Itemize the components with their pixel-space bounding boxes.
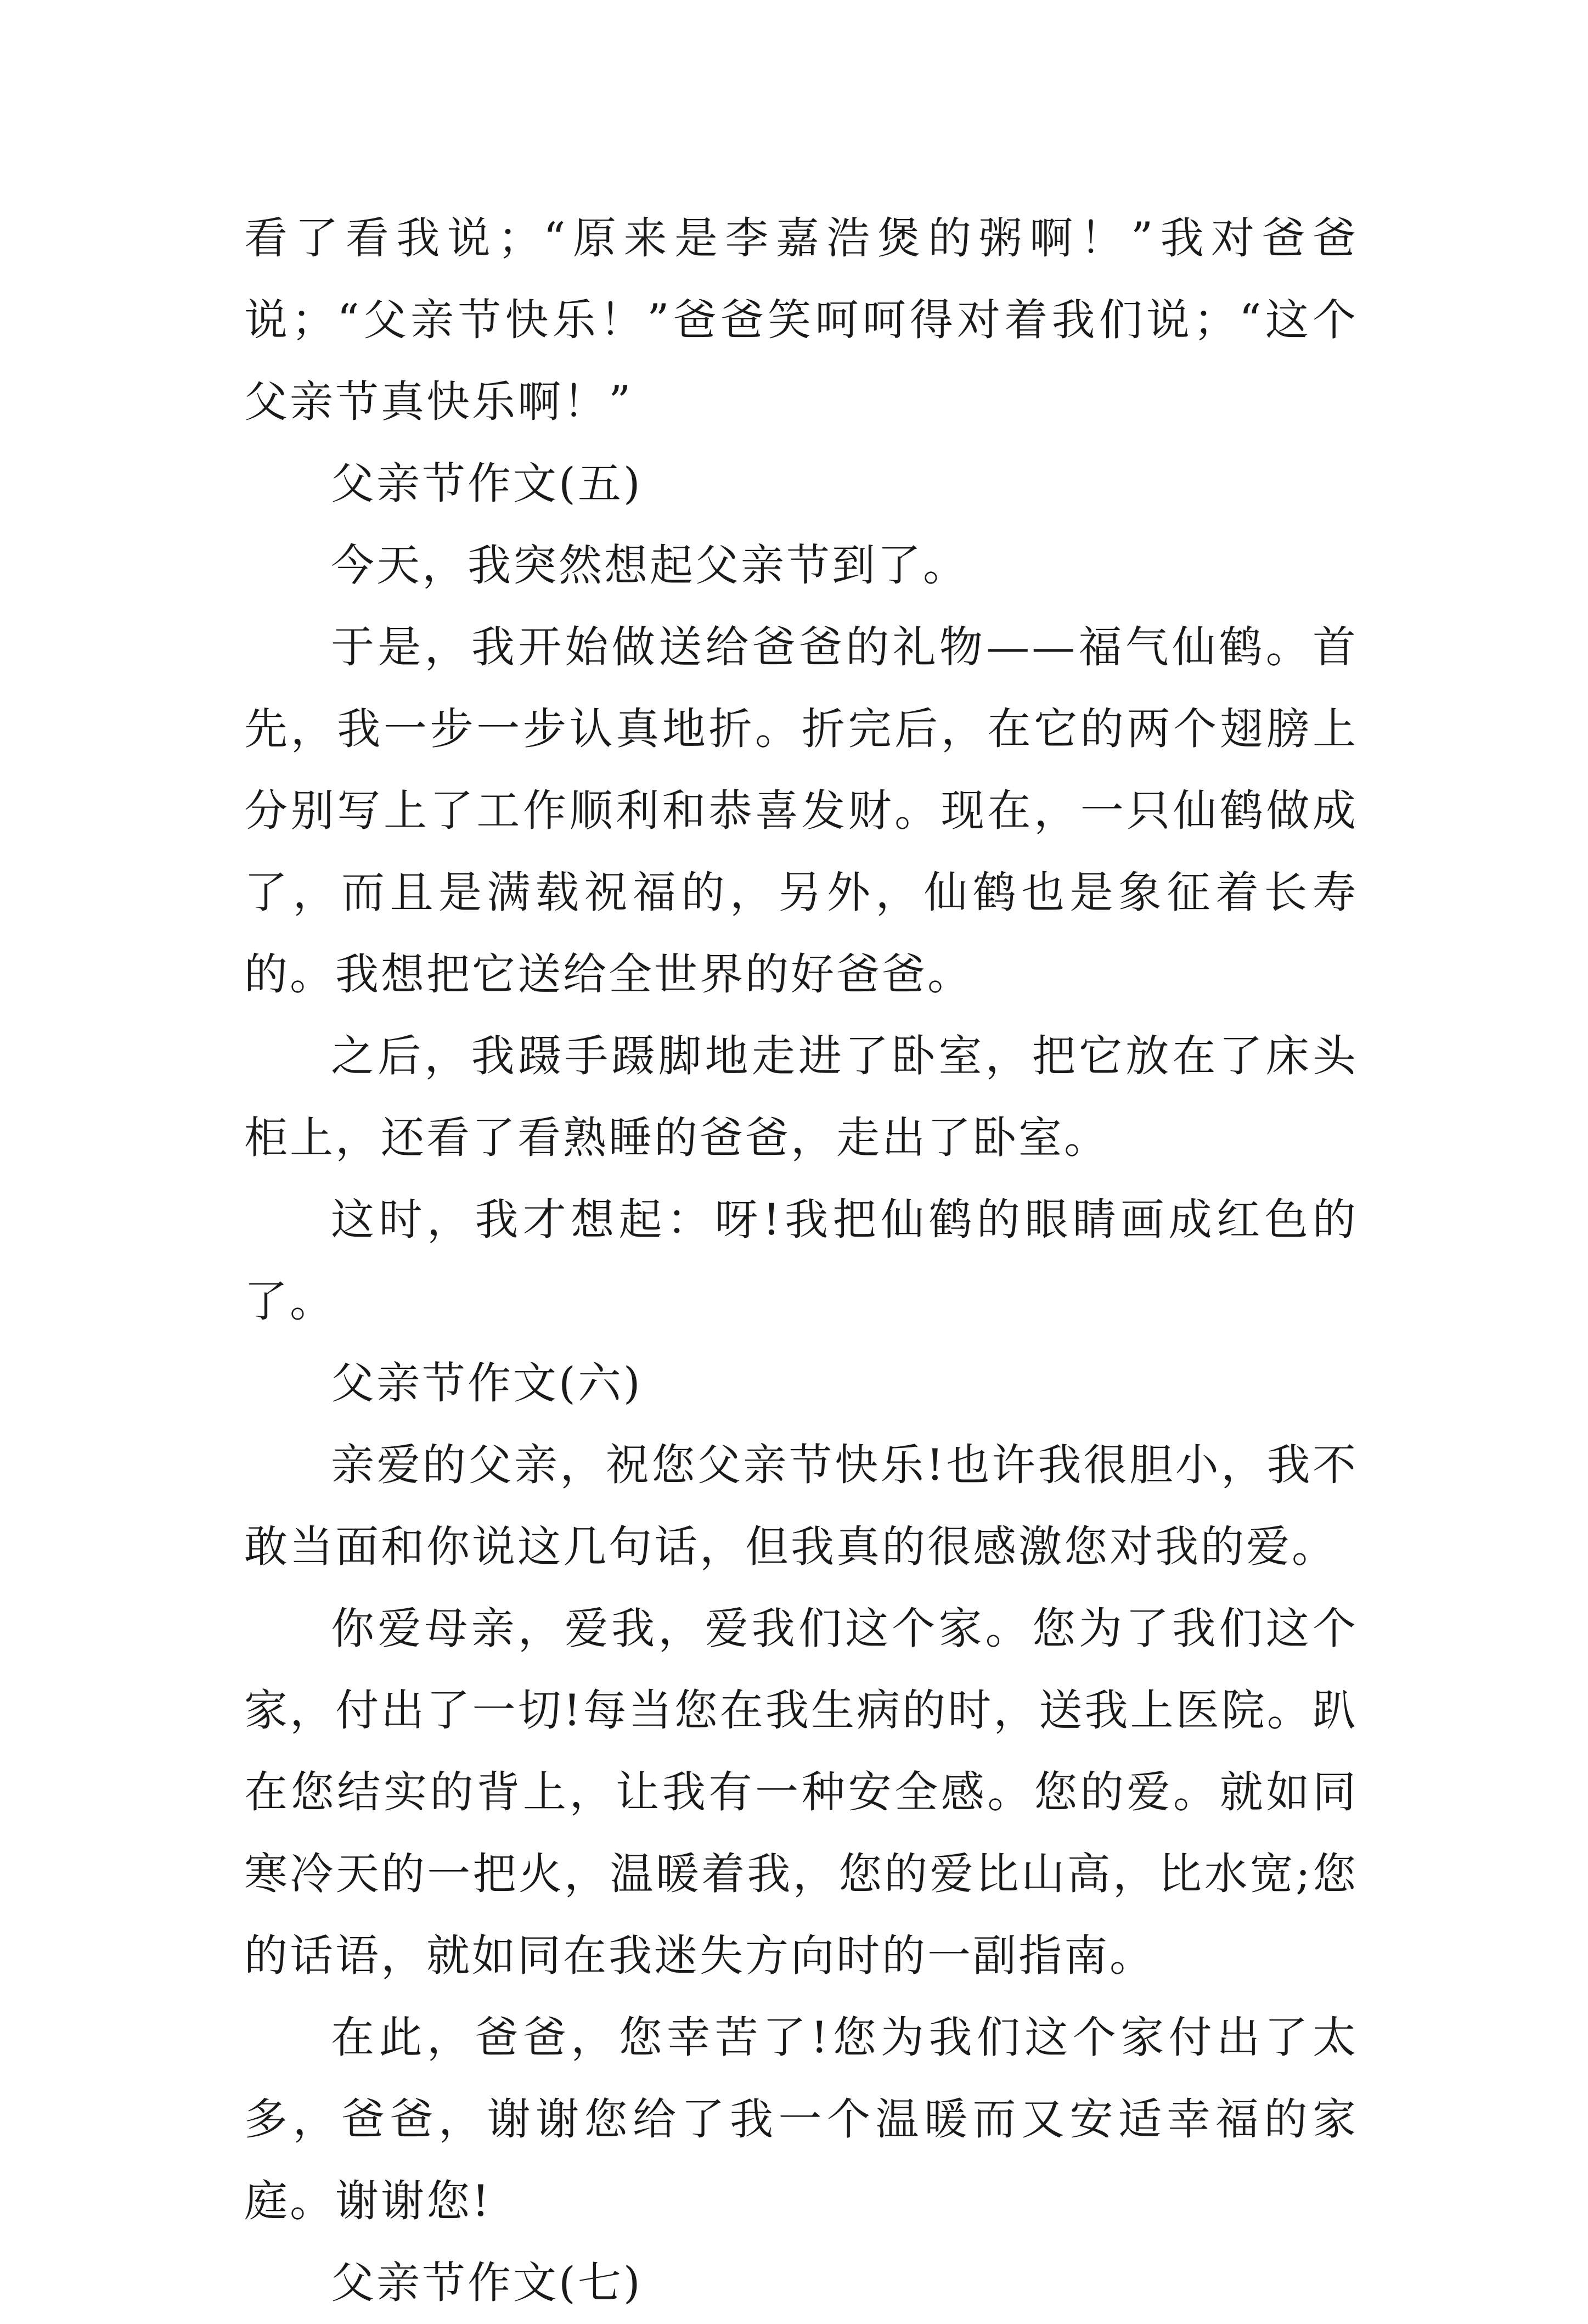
paragraph: 这时，我才想起：呀!我把仙鹤的眼睛画成红色的了。 xyxy=(244,1194,1358,1327)
essay-text xyxy=(244,198,1358,2324)
paragraph: 于是，我开始做送给爸爸的礼物——福气仙鹤。首先，我一步一步认真地折。折完后，在它的两个翅膀上分别写上了工作顺利和恭喜发财。现在，一只仙鹤做成了，而且是满载祝福的，另外，仙鹤也是象征着长寿的。我想把它送给全世界的好爸爸。 xyxy=(244,622,1358,1000)
paragraph: 你爱母亲，爱我，爱我们这个家。您为了我们这个家，付出了一切!每当您在我生病的时，送我上医院。趴在您结实的背上，让我有一种安全感。您的爱。就如同寒冷天的一把火，温暖着我，您的爱比山高，比水宽;您的话语，就如同在我迷失方向时的一副指南。 xyxy=(244,1603,1358,1981)
paragraph-continuation: 看了看我说；“原来是李嘉浩煲的粥啊！”我对爸爸说；“父亲节快乐！”爸爸笑呵呵得对着我们说；“这个父亲节真快乐啊！” xyxy=(244,213,1358,427)
paragraph: 亲爱的父亲，祝您父亲节快乐!也许我很胆小，我不敢当面和你说这几句话，但我真的很感激您对我的爱。 xyxy=(244,1440,1358,1572)
paragraph: 之后，我蹑手蹑脚地走进了卧室，把它放在了床头柜上，还看了看熟睡的爸爸，走出了卧室。 xyxy=(244,1031,1358,1163)
paragraph: 今天，我突然想起父亲节到了。 xyxy=(331,540,968,591)
section-heading-5: 父亲节作文(五) xyxy=(331,458,643,509)
paragraph: 在此，爸爸，您幸苦了!您为我们这个家付出了太多，爸爸，谢谢您给了我一个温暖而又安适幸福的家庭。谢谢您! xyxy=(244,2012,1358,2226)
section-heading-6: 父亲节作文(六) xyxy=(331,1358,643,1408)
section-heading-7: 父亲节作文(七) xyxy=(331,2258,643,2308)
